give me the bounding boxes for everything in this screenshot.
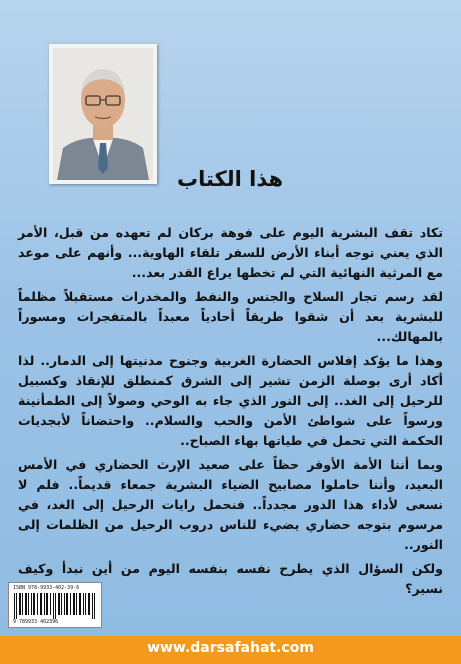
isbn-label: ISBN 978-9933-402-39-6 <box>13 585 80 591</box>
blurb-paragraph: ولكن السؤال الذي يطرح نفسه بنفسه اليوم من أين نبدأ وكيف نسير؟ <box>18 561 443 596</box>
blurb-paragraph: وهذا ما يؤكد إفلاس الحضارة الغربية وجنوح مدنيتها إلى الدمار.. لذا أكاد أرى بوصلة الزمن تشير إلى الشرق كمنطلق للإنقاذ وكسبيل للرحيل إلى الغد.. إلى النور الذي جاء به الوحي وصولاً إلى الطمأنينة ورسواً على شواطئ الأمن والحب والسلام.. واحتضاناً لأبجديات الحكمة التي تحمل في طياتها بهاء الصباح.. <box>18 353 443 448</box>
isbn-barcode <box>8 582 102 628</box>
blurb-paragraph: وبما أننا الأمة الأوفر حظاً على صعيد الإرث الحضاري في الأمس البعيد، وأننا حاملوا مصابيح الضياء البشرية جمعاء قديماً.. فلم لا نسعى لأداء هذا الدور مجدداً.. فنحمل رايات الرحيل إلى الغد، في مرسوم بتوجه حضاري يضيء للناس دروب الرحيل من الظلمات إلى النور.. <box>18 457 443 552</box>
isbn-digits: 9 789933 402396 <box>13 619 59 625</box>
publisher-website[interactable]: www.darsafahat.com <box>147 640 314 656</box>
section-heading: هذا الكتاب <box>176 167 284 191</box>
barcode-graphic <box>13 593 97 619</box>
author-photo <box>49 44 157 184</box>
blurb-text <box>18 223 443 603</box>
blurb-paragraph: تكاد تقف البشرية اليوم على فوهة بركان لم تعهده من قبل، الأمر الذي يعني توجه أبناء الأرض للسفر تلقاء الهاوية... وأنهم على موعد مع المرثية النهائية التي لم تخطها يراع القدر بعد... <box>18 225 443 280</box>
blurb-paragraph: لقد رسم تجار السلاح والجنس والنفط والمخدرات مستقبلاً مظلماً للبشرية بعد أن شقوا طريقاً أحادياً معبداً بالمتفجرات ومسوراً بالمهالك... <box>18 289 443 344</box>
